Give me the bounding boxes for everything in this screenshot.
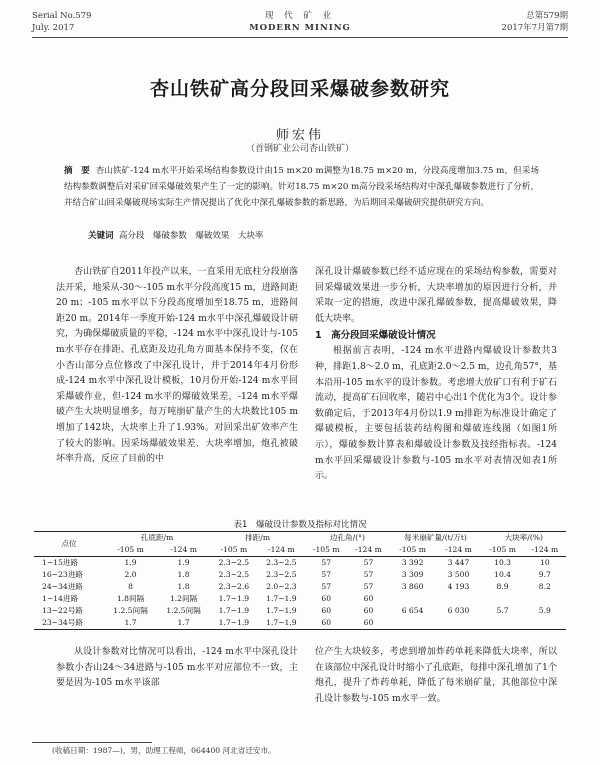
table-cell [436,593,482,605]
sub-header: -124 m [258,544,306,557]
sub-header: -105 m [305,544,347,557]
body-right-column [315,265,557,485]
issue-date-cn: 2017年7月第7期 [501,23,568,33]
table-cell: 1.7~1.9 [218,594,250,603]
table-cell: 1.7 [157,617,210,630]
footnote-rule [32,742,152,743]
table-cell: 2.3~2.5 [218,570,250,579]
table-row [34,557,566,570]
sub-header: -105 m [210,544,258,557]
table-cell: 8 [128,582,133,591]
table-cell: 2.0 [124,570,137,579]
abstract-text: 杏山铁矿-124 m水平开始采场结构参数设计由15 m×20 m调整为18.75 m×20 m，分段高度增加3.75 m，但采场结构参数调整后对采矿回采爆破效果产生了一定的影响。针对18.75 m×20 m高分段采场结构对中深孔爆破参数进行了分析，并结合矿山回采爆破现场实际生产情况提出了优化中深孔爆破参数的新思路，为后期回采爆破研究提供研究方向。 [64,166,539,208]
body-left-column [56,265,298,468]
table-cell: 1.2.5间隔 [113,606,148,615]
table-cell: 60 [363,606,374,615]
table-row [34,617,566,630]
table-cell: 3 860 [401,582,424,591]
col-header-toe-spacing: 孔底距/m [104,532,210,545]
table-cell: 3 447 [447,558,470,567]
table-cell: 57 [321,582,332,591]
keywords [88,229,538,243]
table-cell: 1.9 [177,558,190,567]
journal-title-cn: 现 代 矿 业 [264,11,336,21]
section-1-heading: 1 高分段回采爆破设计情况 [315,330,436,342]
table-cell: 57 [363,582,374,591]
col-header-row-spacing: 排距/m [210,532,305,545]
table-cell: 10.3 [494,558,512,567]
journal-title-en: MODERN MINING [249,23,351,33]
table-cell: 23~34号路 [34,617,104,630]
comparison-continuation: 位产生大块较多，考虑到增加炸药单耗来降低大块率，所以在该部位中深孔设计时缩小了孔底距，每排中深孔增加了1个炮孔，提升了炸药单耗，降低了每米崩矿量，其他部位中深孔设计参数与-105 m水平一致。 [315,647,557,704]
table-cell: 3 392 [401,558,424,567]
intro-continuation: 深孔设计爆破参数已经不适应现在的采场结构参数，需要对回采爆破效果进一步分析，大块率增加的原因进行分析，并采取一定的措施，改进中深孔爆破参数，提高爆破效果，降低大块率。 [315,267,557,324]
table-cell: 1.2.5间隔 [166,606,201,615]
col-header-ore-per-meter: 每米崩矿量/(t/万t) [390,532,482,545]
table-cell: 2.3~2.5 [266,570,297,579]
table-cell: 60 [305,617,347,630]
sub-header: -124 m [436,544,482,557]
table-cell: 1.2间隔 [169,594,198,603]
keywords-label: 关键词 [88,231,114,241]
table-cell: 13~22号路 [42,606,83,615]
table-cell [481,617,523,630]
table-cell: 1~15进路 [42,558,79,567]
intro-paragraph: 杏山铁矿自2011年投产以来，一直采用无底柱分段崩落法开采，地采从-30～-105 m水平分段高度15 m，进路间距20 m；-105 m水平以下分段高度增加至18.75 m，进路间距20 m。2014年一季度开始-124 m水平中深孔爆破设计研究，为确保爆破质量的平稳，-124 m水平中深孔设计与-105 m水平存在排距、孔底距及边孔角方面基本保持不变，仅在小杏山部分点位修改了中深孔设计，并于2014年4月份形成-124 m水平中深孔设计模板，10月份开始-124 m水平回采爆破作业，但-124 m水平的爆破效果差，-124 m水平爆破产生大块明显增多，每万吨崩矿量产生的大块数比105 m增加了142块，大块率上升了1.93%。对回采出矿效率产生了较大的影响。因采场爆破效果差、大块率增加，炮孔被破坏率升高，反应了目前的中 [56,267,298,465]
sub-header: -124 m [157,544,210,557]
table-cell: 1.8间隔 [116,594,145,603]
sub-header: -105 m [104,544,157,557]
table-cell: 4 193 [447,582,470,591]
table-cell: 2.0~2.3 [266,582,297,591]
comparison-paragraph: 从设计参数对比情况可以看出，-124 m水平中深孔设计参数小杏山24～34进路与-105 m水平对应部位不一致，主要是因为-105 m水平该部 [56,647,298,689]
author: 师宏伟 [275,128,324,143]
table-cell: 3 309 [401,570,424,579]
affiliation: （首钢矿业公司杏山铁矿） [245,144,354,154]
table-cell: 57 [363,558,374,567]
sub-header: -124 m [524,544,566,557]
table-cell: 6 030 [447,606,470,615]
table-cell: 1.7 [104,617,157,630]
table-cell: 24~34进路 [42,582,83,591]
col-header-location: 点位 [34,532,104,557]
table-cell [481,593,523,605]
table-cell [436,617,482,630]
table-cell [390,593,436,605]
author-footnote: (收稿日期：1987—)，男，助理工程师，064400 河北省迁安市。 [52,746,276,755]
section-1-paragraph: 根据前言表明，-124 m水平进路内爆破设计参数共3种，排距1.8～2.0 m，孔底距2.0～2.5 m，边孔角57°，基本沿用-105 m水平的设计参数。考虑增大放矿口有利于矿石流动，提高矿石回收率，随岩中心出1个优化为3个。设计参数确定后，于2013年4月份以1.9 m排距为标准设计确定了爆破模板，主要包括装药结构图和爆破连线图（如图1所示），爆破参数计算表和爆破设计参数及技经指标表。-124 m水平回采爆破设计参数与-105 m水平对表情况如表1所示。 [315,346,557,482]
sub-header: -105 m [481,544,523,557]
table-cell: 1.7~1.9 [266,606,297,615]
table-cell: 57 [363,570,374,579]
parameter-comparison-table [34,531,566,630]
table-cell: 9.7 [538,570,551,579]
table-cell: 1.7~1.9 [258,617,306,630]
total-issue: 总第579期 [526,11,568,21]
table-cell: 5.9 [538,606,551,615]
table-cell: 2.3~2.6 [218,582,250,591]
table-cell: 1.7~1.9 [210,617,258,630]
table-cell [524,617,566,630]
table-cell: 1.8 [177,570,190,579]
table-cell: 1.8 [177,582,190,591]
table-cell: 8.2 [538,582,551,591]
table-cell: 2.3~2.5 [218,558,250,567]
table-cell: 3 500 [447,570,470,579]
table-row [34,593,566,605]
table-cell: 1.9 [124,558,137,567]
table-row [34,605,566,617]
table-cell: 2.3~2.5 [266,558,297,567]
serial-number: Serial No.579 [32,11,92,21]
header-rule [32,37,568,38]
table-cell: 60 [363,594,374,603]
abstract-label: 摘 要 [64,166,90,176]
post-table-left [56,645,298,692]
col-header-boulder-rate: 大块率/(%) [481,532,566,545]
table-cell [524,593,566,605]
table-cell: 60 [347,617,389,630]
table-cell: 5.7 [496,606,509,615]
table-caption: 表1 爆破设计参数及指标对比情况 [233,520,367,530]
keywords-text: 高分段 爆破参数 爆破效果 大块率 [118,231,264,241]
table-cell: 60 [321,594,332,603]
table-row [34,581,566,593]
post-table-right [315,645,557,707]
table-cell: 1.7~1.9 [218,606,250,615]
table-cell: 16~23进路 [42,570,83,579]
col-header-edge-angle: 边孔角/(°) [305,532,389,545]
abstract [64,163,539,211]
table-row [34,569,566,581]
table-cell [390,617,436,630]
table-cell: 8.9 [496,582,509,591]
table-cell: 57 [321,570,332,579]
table-cell: 10 [540,558,550,567]
table-cell: 1.7~1.9 [266,594,297,603]
sub-header: -105 m [390,544,436,557]
sub-header: -124 m [347,544,389,557]
table-cell: 1~14进路 [42,594,79,603]
table-cell: 60 [321,606,332,615]
issue-month-en: July. 2017 [32,23,75,33]
table-cell: 10.4 [494,570,512,579]
table-cell: 6 654 [401,606,424,615]
paper-title: 杏山铁矿高分段回采爆破参数研究 [149,78,450,100]
table-cell: 57 [321,558,332,567]
